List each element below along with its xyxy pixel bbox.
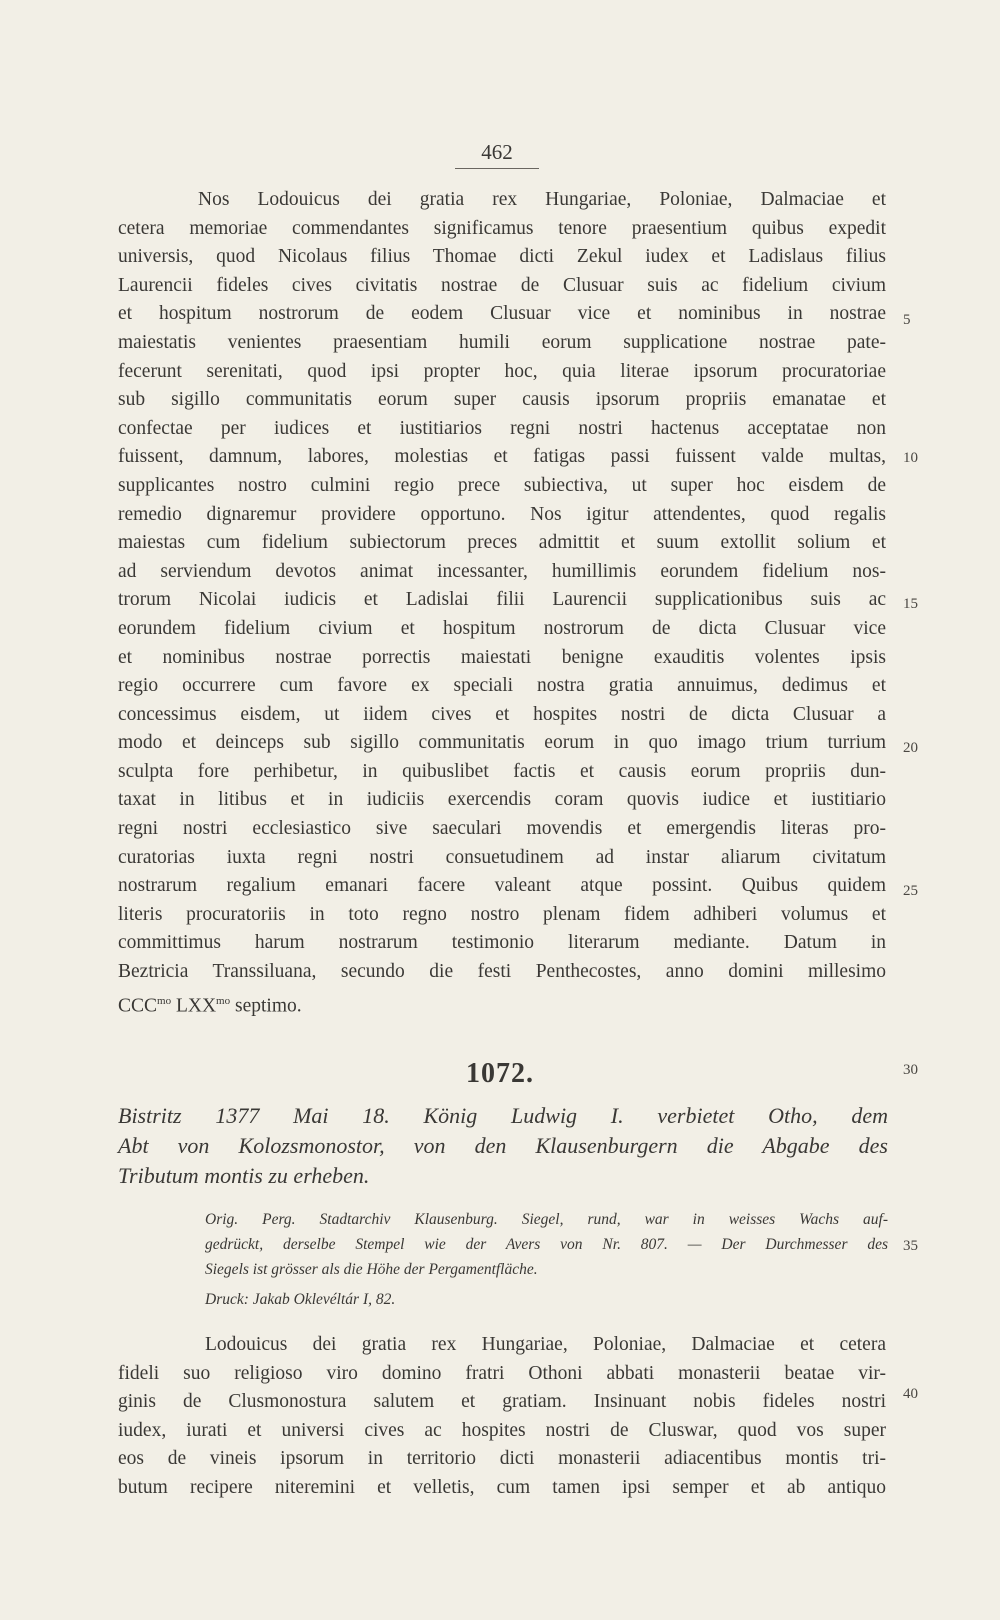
text-line: fuissent, damnum, labores, molestias et fatigas passi fuissent valde multas,: [118, 446, 886, 468]
note-line: Orig. Perg. Stadtarchiv Klausenburg. Siegel, rund, war in weisses Wachs auf-: [205, 1211, 888, 1228]
text-line: trorum Nicolai iudicis et Ladislai filii Laurencii supplicationibus suis ac: [118, 589, 886, 611]
text-line: eorundem fidelium civium et hospitum nostrorum de dicta Clusuar vice: [118, 617, 886, 639]
date-ccc: CCC: [118, 995, 158, 1017]
text-line: sculpta fore perhibetur, in quibuslibet factis et causis eorum propriis dun-: [118, 760, 886, 782]
margin-line-number: 35: [903, 1238, 918, 1254]
margin-line-number: 40: [903, 1386, 918, 1402]
text-line: cetera memoriae commendantes significamus tenore praesentium quibus expedit: [118, 217, 886, 239]
source-note: [205, 1207, 888, 1282]
document-regest: [118, 1101, 888, 1191]
document-body-1071: [118, 186, 886, 1021]
text-line: et nominibus nostrae porrectis maiestati benigne exauditis volentes ipsis: [118, 646, 886, 668]
text-line: taxat in litibus et in iudiciis exercendis coram quovis iudice et iustitiario: [118, 789, 886, 811]
text-line: literis procuratoriis in toto regno nostro plenam fidem adhiberi volumus et: [118, 903, 886, 925]
date-septimo: septimo.: [230, 995, 302, 1017]
text-line: committimus harum nostrarum testimonio literarum mediante. Datum in: [118, 932, 886, 954]
text-line: curatorias iuxta regni nostri consuetudinem ad instar aliarum civitatum: [118, 846, 886, 868]
text-line: universis, quod Nicolaus filius Thomae dicti Zekul iudex et Ladislaus filius: [118, 246, 886, 268]
text-line: Lodouicus dei gratia rex Hungariae, Poloniae, Dalmaciae et cetera: [205, 1334, 886, 1355]
document-number: 1072.: [466, 1058, 534, 1089]
text-line: maiestatis venientes praesentiam humili eorum supplicatione nostrae pate-: [118, 331, 886, 353]
print-note: [205, 1287, 888, 1312]
text-line: Laurencii fideles cives civitatis nostrae de Clusuar suis ac fidelium civium: [118, 274, 886, 296]
text-line: Beztricia Transsiluana, secundo die festi Penthecostes, anno domini millesimo: [118, 961, 886, 983]
text-line: butum recipere niteremini et velletis, cum tamen ipsi semper et ab antiquo: [118, 1476, 886, 1498]
text-line: iudex, iurati et universi cives ac hospites nostri de Cluswar, quod vos super: [118, 1419, 886, 1441]
text-line: fideli suo religioso viro domino fratri Othoni abbati monasterii beatae vir-: [118, 1362, 886, 1384]
regest-line: Abt von Kolozsmonostor, von den Klausenburgern die Abgabe des: [118, 1133, 888, 1158]
text-line: modo et deinceps sub sigillo communitatis eorum in quo imago trium turrium: [118, 732, 886, 754]
note-line: gedrückt, derselbe Stempel wie der Avers von Nr. 807. — Der Durchmesser des: [205, 1236, 888, 1253]
margin-line-number: 10: [903, 450, 918, 466]
text-line: ginis de Clusmonostura salutem et gratiam. Insinuant nobis fideles nostri: [118, 1391, 886, 1413]
text-line: concessimus eisdem, ut iidem cives et hospites nostri de dicta Clusuar a: [118, 703, 886, 725]
text-line: maiestas cum fidelium subiectorum preces admittit et suum extollit solium et: [118, 532, 886, 554]
text-line: fecerunt serenitati, quod ipsi propter hoc, quia literae ipsorum procuratoriae: [118, 360, 886, 382]
text-line: regio occurrere cum favore ex speciali nostra gratia annuimus, dedimus et: [118, 675, 886, 697]
text-line: nostrarum regalium emanari facere valeant atque possint. Quibus quidem: [118, 875, 886, 897]
note-line: Siegels ist grösser als die Höhe der Pergamentfläche.: [205, 1261, 538, 1278]
note-line: Druck: Jakab Oklevéltár I, 82.: [205, 1291, 396, 1308]
regest-line: Bistritz 1377 Mai 18. König Ludwig I. verbietet Otho, dem: [118, 1103, 888, 1128]
margin-line-number: 5: [903, 312, 911, 328]
text-line: et hospitum nostrorum de eodem Clusuar vice et nominibus in nostrae: [118, 303, 886, 325]
margin-line-number: 20: [903, 740, 918, 756]
text-line: eos de vineis ipsorum in territorio dicti monasterii adiacentibus montis tri-: [118, 1448, 886, 1470]
text-line: sub sigillo communitatis eorum super causis ipsorum propriis emanatae et: [118, 389, 886, 411]
text-line: supplicantes nostro culmini regio prece subiectiva, ut super hoc eisdem de: [118, 474, 886, 496]
date-line: [118, 987, 886, 1021]
date-ccc-mark: mo: [157, 994, 172, 1007]
document-body-1072: [118, 1331, 886, 1503]
regest-line: Tributum montis zu erheben.: [118, 1163, 370, 1188]
text-line: remedio dignaremur providere opportuno. Nos igitur attendentes, quod regalis: [118, 503, 886, 525]
margin-line-number: 30: [903, 1062, 918, 1078]
date-lxx: LXX: [171, 995, 217, 1017]
date-superscript: mo: [216, 994, 231, 1007]
text-line: ad serviendum devotos animat incessanter, humillimis eorundem fidelium nos-: [118, 560, 886, 582]
text-line: regni nostri ecclesiastico sive saeculari movendis et emergendis literas pro-: [118, 818, 886, 840]
margin-line-number: 25: [903, 883, 918, 899]
page-number: 462: [455, 140, 539, 169]
text-line: confectae per iudices et iustitiarios regni nostri hactenus acceptatae non: [118, 417, 886, 439]
text-line: Nos Lodouicus dei gratia rex Hungariae, Poloniae, Dalmaciae et: [198, 189, 886, 210]
margin-line-number: 15: [903, 596, 918, 612]
